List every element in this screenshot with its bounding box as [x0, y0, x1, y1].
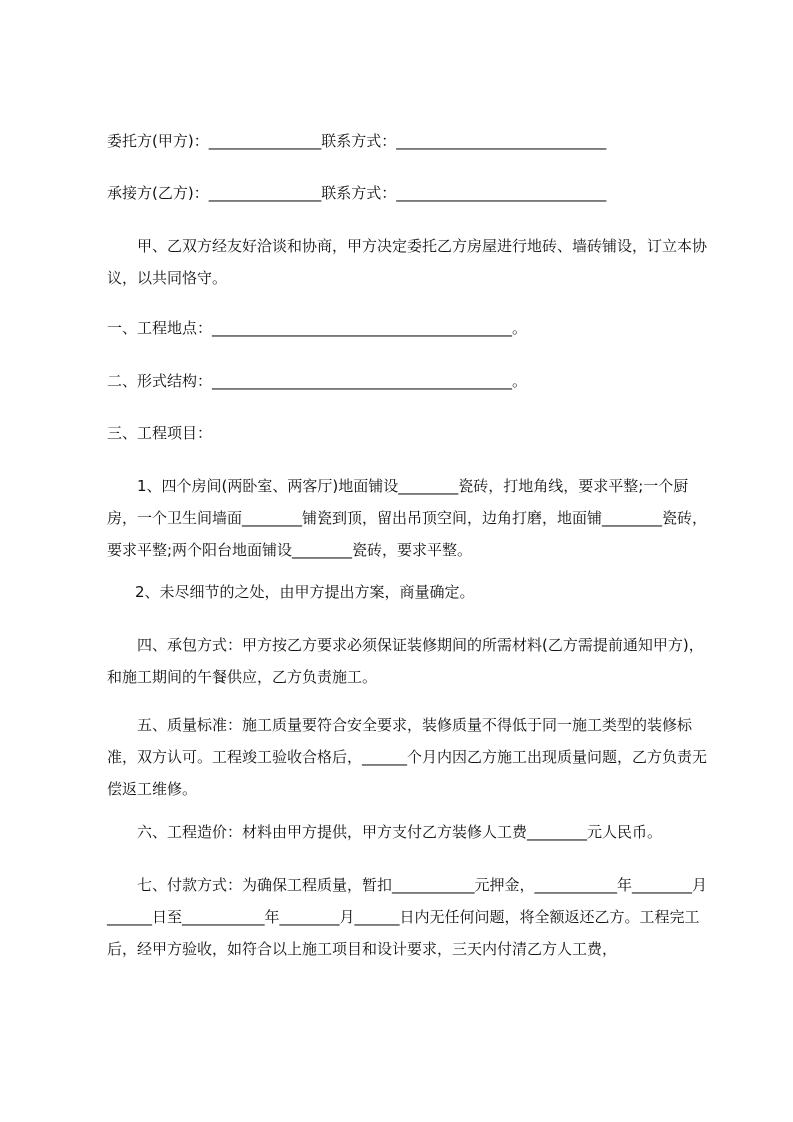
section-3-item-1: 1、四个房间(两卧室、两客厅)地面铺设________瓷砖，打地角线，要求平整;一个厨房，一个卫生间墙面________铺瓷到顶，留出吊顶空间，边角打磨，地面铺________瓷砖，要求平整;两个阳台地面铺设________瓷砖，要求平整。 — [107, 477, 708, 559]
section-2-structure: 二、形式结构：________________________________________。 — [107, 372, 528, 390]
party-a-line: 委托方(甲方)：_______________联系方式：____________________________ — [107, 132, 607, 150]
section-5-quality-standard: 五、质量标准：施工质量要符合安全要求，装修质量不得低于同一施工类型的装修标准，双方认可。工程竣工验收合格后，______个月内因乙方施工出现质量问题，乙方负责无偿返工维修。 — [107, 716, 708, 798]
section-7-payment: 七、付款方式：为确保工程质量，暂扣___________元押金，___________年________月______日至___________年________月______日内无任何问题，将全额返还乙方。工程完工后，经甲方验收，如符合以上施工项目和设计要求，三天内付清乙方人工费， — [107, 876, 708, 958]
section-6-cost: 六、工程造价：材料由甲方提供，甲方支付乙方装修人工费________元人民币。 — [137, 823, 663, 841]
section-3-item-2: 2、未尽细节的之处，由甲方提出方案，商量确定。 — [135, 583, 475, 601]
section-1-location: 一、工程地点：________________________________________。 — [107, 319, 528, 337]
intro-paragraph: 甲、乙双方经友好洽谈和协商，甲方决定委托乙方房屋进行地砖、墙砖铺设，订立本协议，以共同恪守。 — [107, 237, 708, 287]
party-b-line: 承接方(乙方)：_______________联系方式：____________________________ — [107, 184, 607, 202]
section-3-title: 三、工程项目： — [107, 424, 213, 442]
section-4-contract-mode: 四、承包方式：甲方按乙方要求必须保证装修期间的所需材料(乙方需提前通知甲方)，和施工期间的午餐供应，乙方负责施工。 — [107, 636, 704, 686]
